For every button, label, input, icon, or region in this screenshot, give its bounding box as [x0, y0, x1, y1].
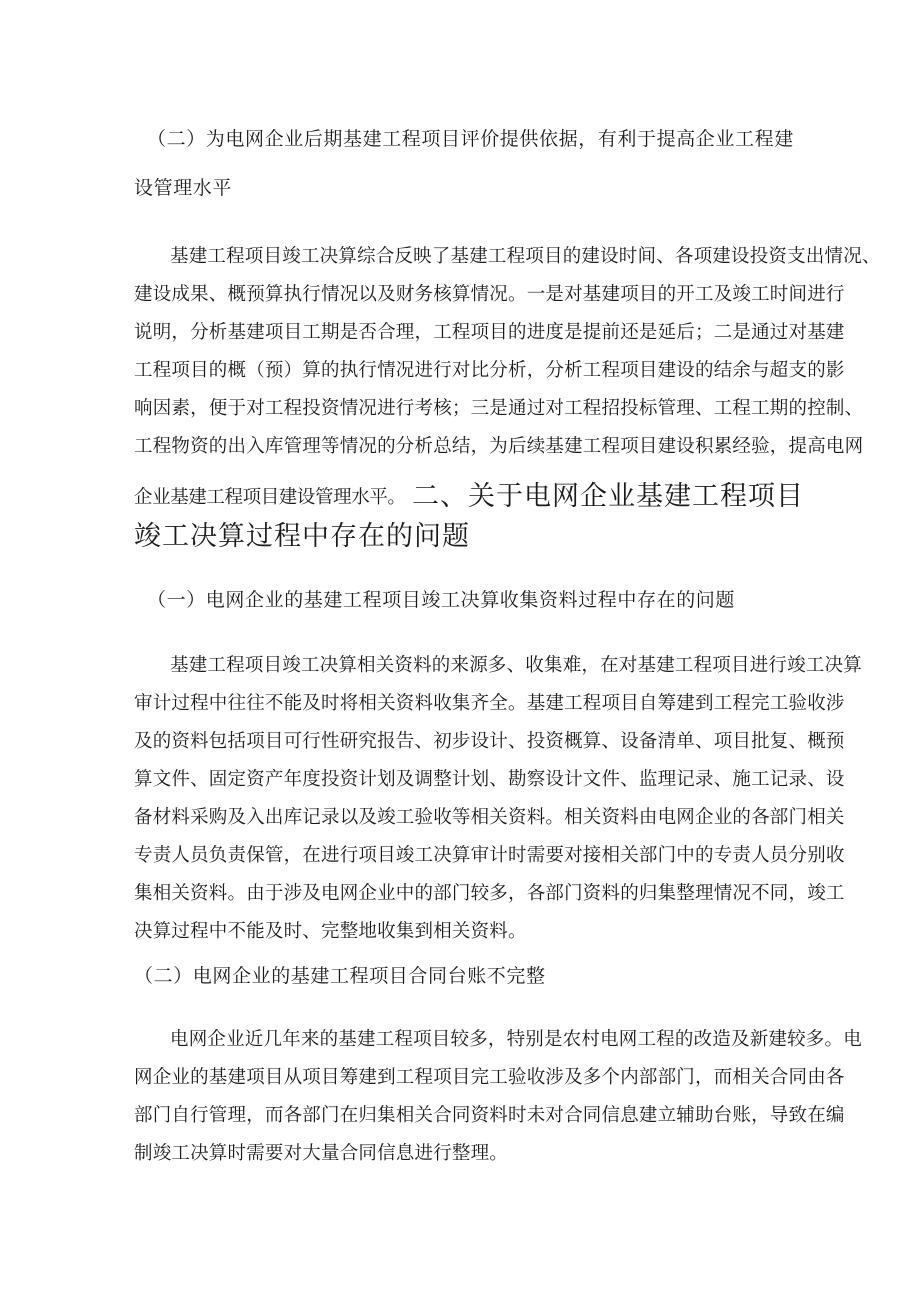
paragraph-line: 工程物资的出入库管理等情况的分析总结，为后续基建工程项目建设积累经验，提高电网	[134, 436, 864, 457]
paragraph-line: 基建工程项目竣工决算相关资料的来源多、收集难，在对基建工程项目进行竣工决算	[170, 655, 862, 676]
paragraph-line: 集相关资料。由于涉及电网企业中的部门较多，各部门资料的归集整理情况不同，竣工	[134, 883, 845, 904]
section-heading-line: （二）为电网企业后期基建工程项目评价提供依据，有利于提高企业工程建	[147, 128, 794, 150]
subsection-heading: （一）电网企业的基建工程项目竣工决算收集资料过程中存在的问题	[147, 589, 736, 611]
paragraph-line: 工程项目的概（预）算的执行情况进行对比分析，分析工程项目建设的结余与超支的影	[134, 360, 845, 381]
section-heading-line: 设管理水平	[134, 177, 233, 199]
paragraph-line: 制竣工决算时需要对大量合同信息进行整理。	[134, 1143, 509, 1164]
paragraph-line: 响因素，便于对工程投资情况进行考核；三是通过对工程招投标管理、工程工期的控制、	[134, 398, 864, 419]
paragraph-line: 建设成果、概预算执行情况以及财务核算情况。一是对基建项目的开工及竣工时间进行	[134, 284, 845, 305]
paragraph-line: 审计过程中往往不能及时将相关资料收集齐全。基建工程项目自筹建到工程完工验收涉	[134, 693, 845, 714]
paragraph-line: 算文件、固定资产年度投资计划及调整计划、勘察设计文件、监理记录、施工记录、设	[134, 769, 845, 790]
paragraph-line: 及的资料包括项目可行性研究报告、初步设计、投资概算、设备清单、项目批复、概预	[134, 731, 845, 752]
subsection-heading: （二）电网企业的基建工程项目合同台账不完整	[134, 965, 546, 987]
paragraph-line: 备材料采购及入出库记录以及竣工验收等相关资料。相关资料由电网企业的各部门相关	[134, 807, 845, 828]
paragraph-line: 说明，分析基建项目工期是否合理，工程项目的进度是提前还是延后；二是通过对基建	[134, 322, 845, 343]
paragraph-line: 部门自行管理，而各部门在归集相关合同资料时未对合同信息建立辅助台账，导致在编	[134, 1105, 845, 1126]
paragraph-line: 专责人员负责保管，在进行项目竣工决算审计时需要对接相关部门中的专责人员分别收	[134, 845, 845, 866]
paragraph-line: 电网企业近几年来的基建工程项目较多，特别是农村电网工程的改造及新建较多。电	[170, 1029, 862, 1050]
paragraph-line: 网企业的基建项目从项目筹建到工程项目完工验收涉及多个内部部门，而相关合同由各	[134, 1067, 845, 1088]
paragraph-line: 决算过程中不能及时、完整地收集到相关资料。	[134, 921, 527, 942]
paragraph-line: 基建工程项目竣工决算综合反映了基建工程项目的建设时间、各项建设投资支出情况、	[170, 246, 881, 267]
section-title: 竣工决算过程中存在的问题	[134, 521, 470, 552]
section-title: 二、关于电网企业基建工程项目	[412, 481, 804, 512]
paragraph-line: 企业基建工程项目建设管理水平。	[134, 487, 406, 508]
